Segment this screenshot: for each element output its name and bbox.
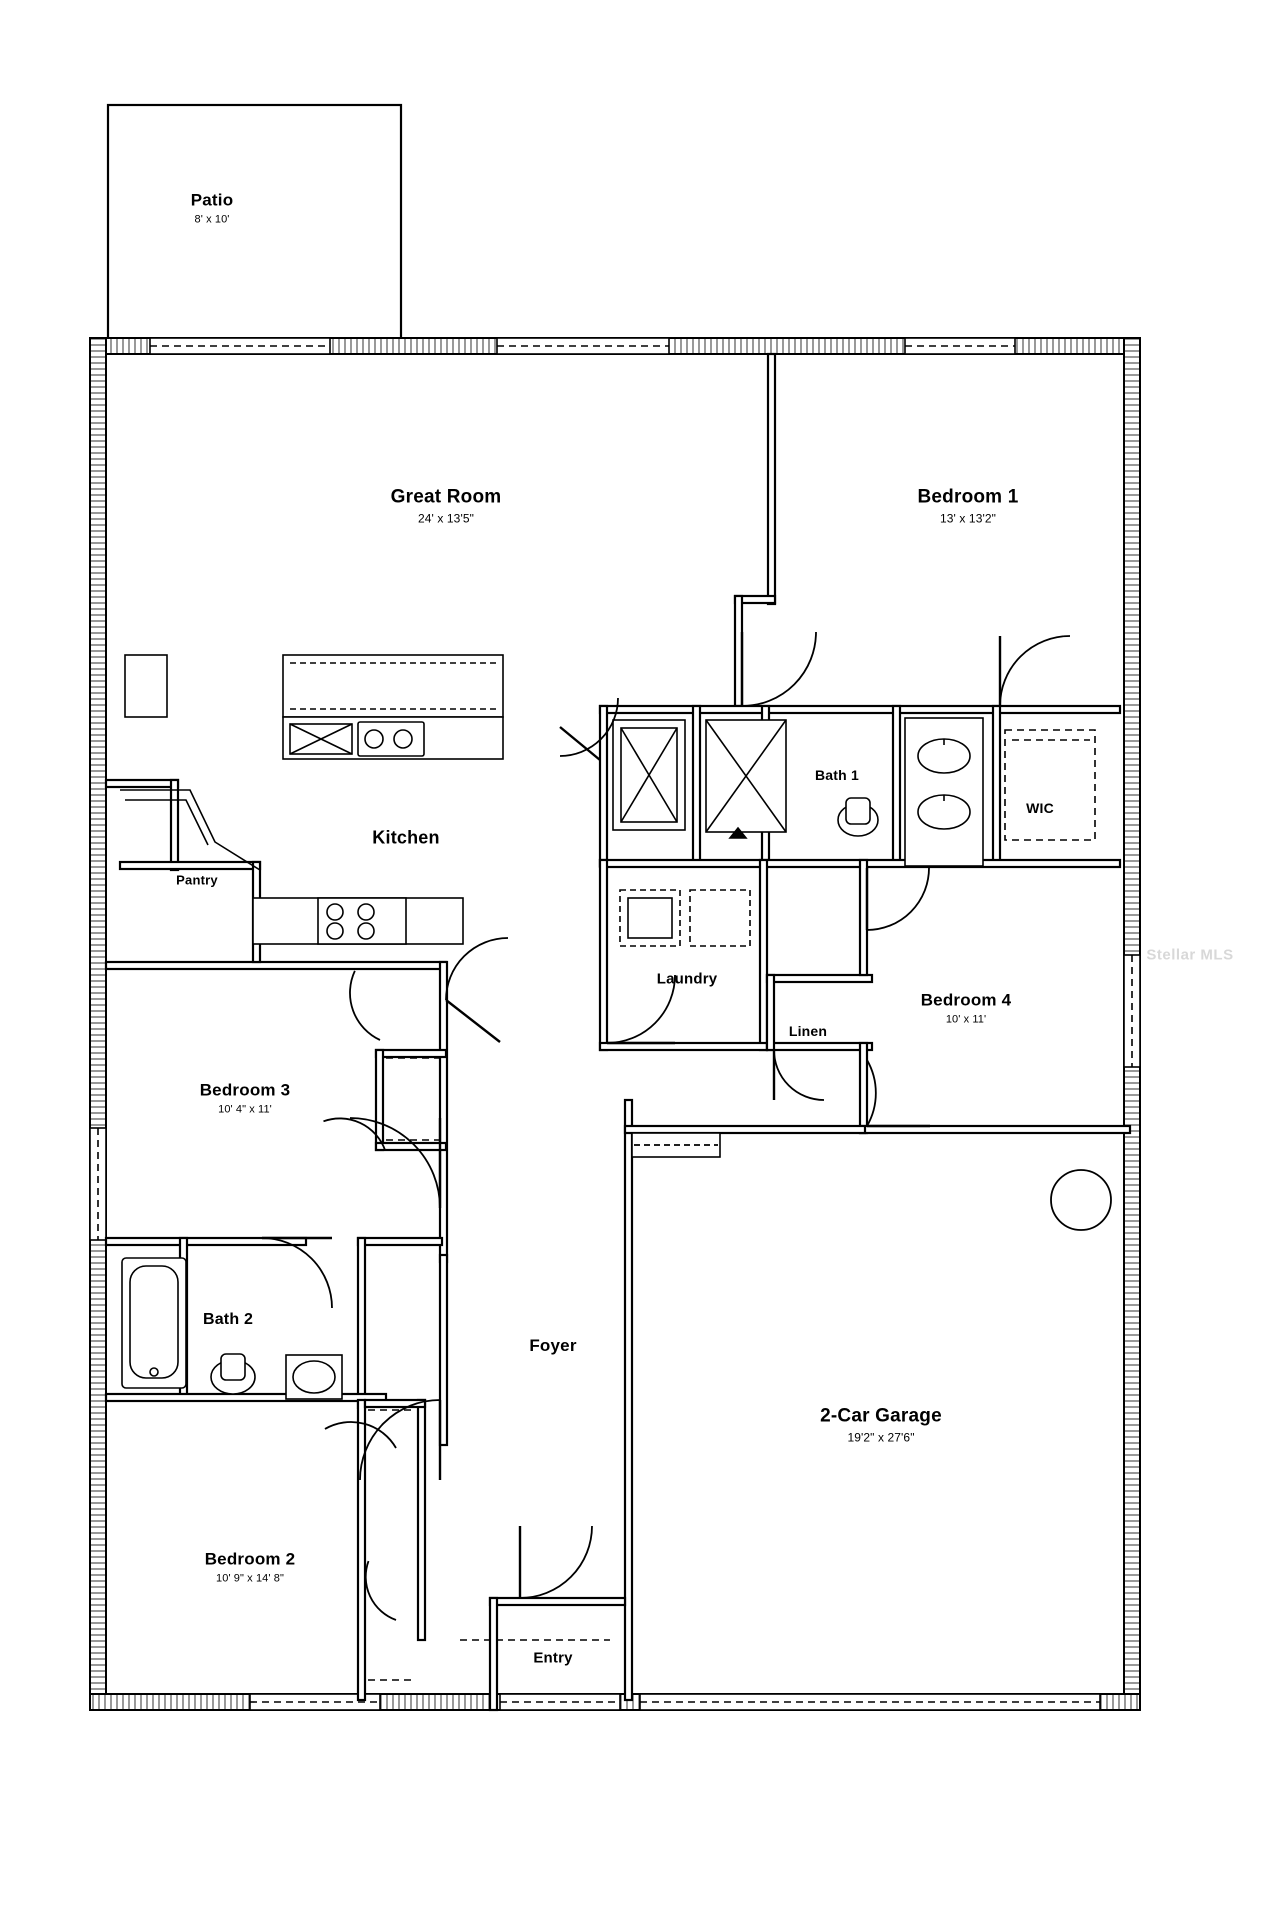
room-dims-bedroom_4: 10' x 11' [945, 1013, 987, 1026]
interior-walls [106, 354, 1130, 1710]
room-name-bedroom_2: Bedroom 2 [204, 1549, 296, 1569]
room-dims-bedroom_2: 10' 9" x 14' 8" [216, 1572, 284, 1585]
exterior-walls [90, 338, 1140, 1710]
bath1-fixtures [613, 718, 1095, 866]
watermark: Stellar MLS [1146, 946, 1234, 964]
room-name-bath_1: Bath 1 [815, 767, 859, 783]
room-dims-great_room: 24' x 13'5" [418, 511, 474, 526]
exterior-openings [90, 338, 1140, 1710]
closet-shelving [368, 740, 1090, 1680]
room-name-pantry: Pantry [176, 872, 218, 888]
room-dims-patio: 8' x 10' [194, 213, 230, 226]
laundry-fixtures [620, 890, 750, 946]
room-name-garage: 2-Car Garage [820, 1405, 942, 1427]
room-name-wic: WIC [1026, 800, 1054, 816]
bath2-fixtures [122, 1258, 342, 1399]
room-name-kitchen: Kitchen [372, 827, 440, 848]
room-name-bedroom_4: Bedroom 4 [920, 990, 1012, 1010]
room-name-bath_2: Bath 2 [202, 1311, 254, 1328]
room-name-foyer: Foyer [529, 1336, 577, 1355]
patio-outline [108, 105, 401, 340]
room-name-entry: Entry [533, 1649, 573, 1667]
room-dims-bedroom_1: 13' x 13'2" [940, 511, 996, 526]
room-name-patio: Patio [190, 190, 234, 210]
garage-details [632, 1133, 1111, 1230]
room-name-laundry: Laundry [656, 970, 718, 988]
room-name-bedroom_1: Bedroom 1 [917, 486, 1019, 508]
room-dims-garage: 19'2" x 27'6" [847, 1430, 915, 1445]
kitchen-fixtures [120, 655, 503, 944]
room-name-great_room: Great Room [390, 486, 502, 508]
room-name-linen: Linen [788, 1023, 828, 1039]
room-name-bedroom_3: Bedroom 3 [199, 1080, 291, 1100]
room-dims-bedroom_3: 10' 4" x 11' [218, 1103, 272, 1116]
